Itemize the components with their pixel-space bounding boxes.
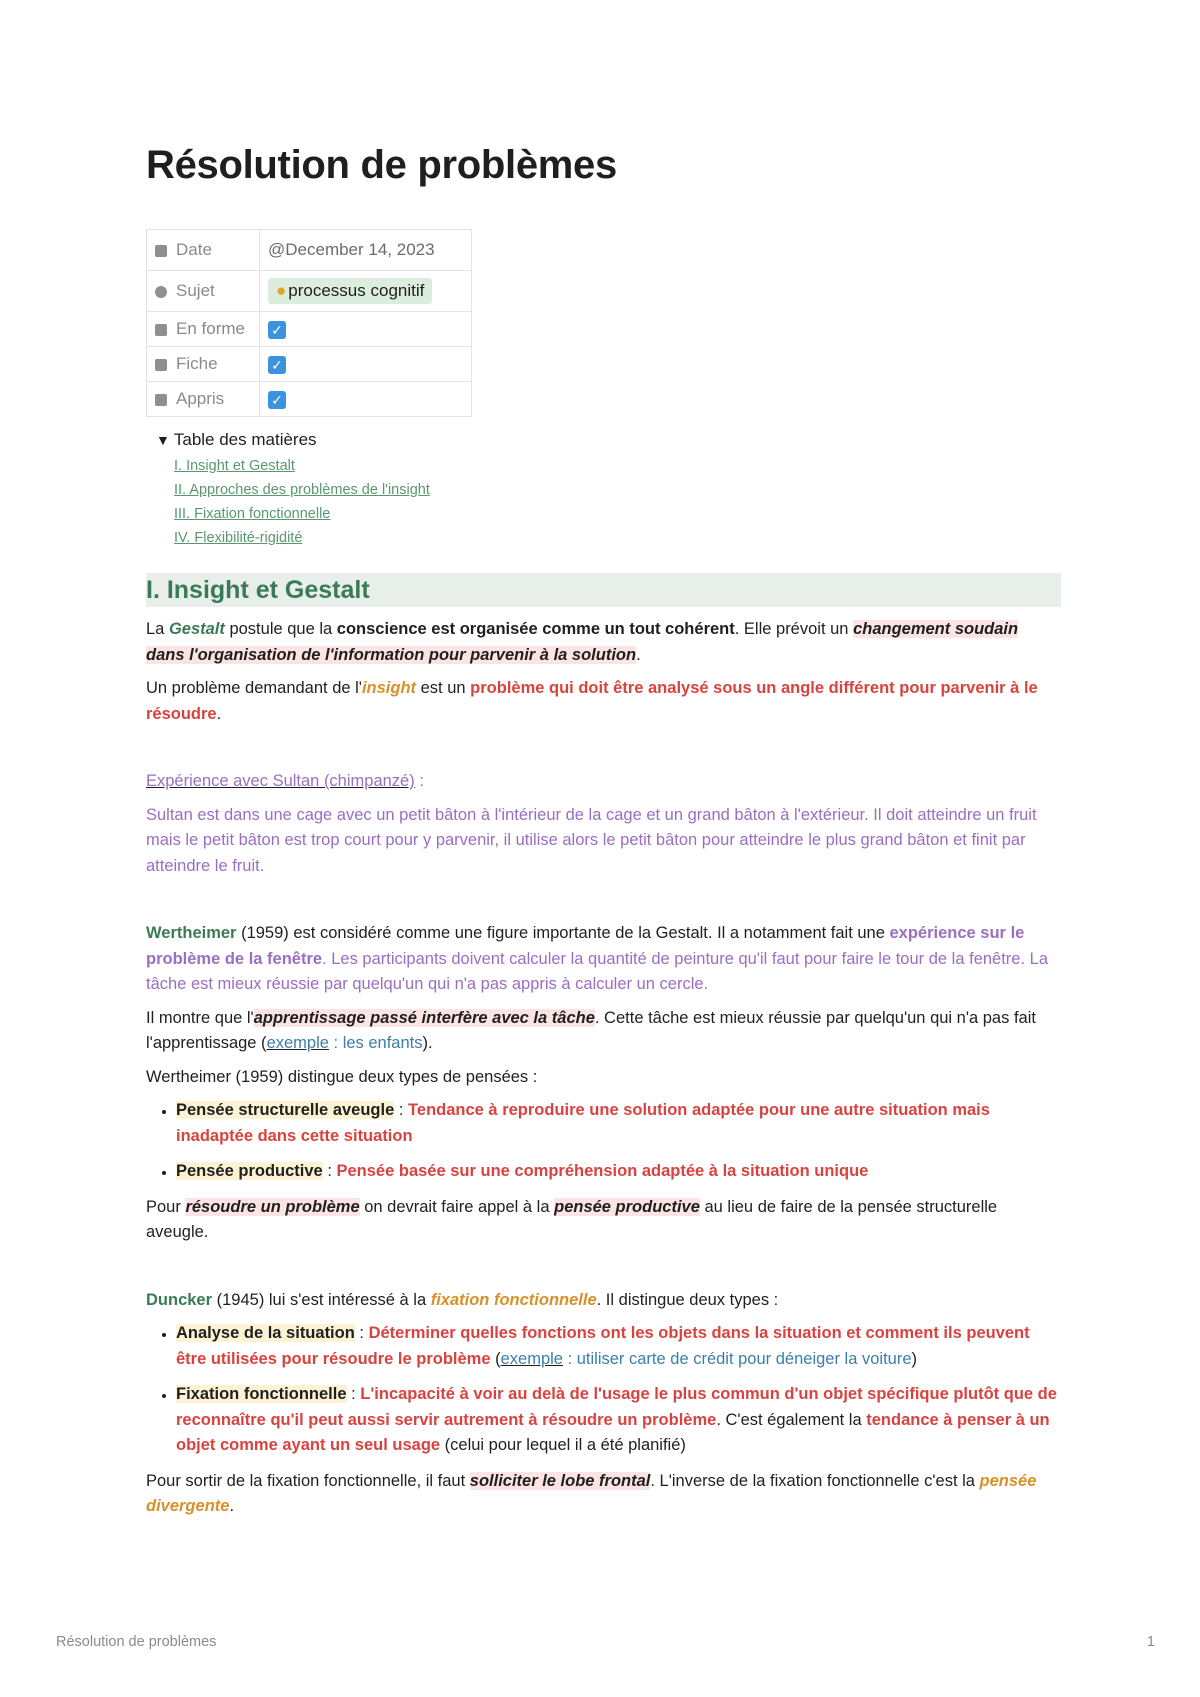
date-value[interactable]: @December 14, 2023 (268, 240, 435, 259)
brain-icon: ● (276, 281, 287, 300)
properties-table (146, 229, 472, 417)
list-item: • Pensée structurelle aveugle : Tendance à reproduire une solution adaptée pour une autre situation mais inadaptée dans cette situation (176, 1098, 1061, 1149)
table-of-contents (156, 430, 430, 550)
example-link[interactable]: exemple (266, 1034, 329, 1052)
term-gestalt: Gestalt (168, 620, 225, 638)
property-key: Appris (176, 389, 225, 408)
list-item: • Fixation fonctionnelle : L'incapacité à voir au delà de l'usage le plus commun d'un objet spécifique plutôt que de reconnaître qu'il peut aussi servir autrement à résoudre un problème. C'est également la tendance à penser à un objet comme ayant un seul usage (celui pour lequel il a été planifié) (176, 1382, 1061, 1459)
toc-link-1[interactable]: I. Insight et Gestalt (174, 458, 295, 474)
section-heading: I. Insight et Gestalt (146, 573, 1061, 607)
property-key: Fiche (176, 354, 218, 373)
sultan-link[interactable]: Expérience avec Sultan (chimpanzé) (146, 772, 415, 790)
toc-link-2[interactable]: II. Approches des problèmes de l'insight (174, 482, 430, 498)
paragraph-apprentissage: Il montre que l'apprentissage passé interfère avec la tâche. Cette tâche est mieux réussie par quelqu'un qui n'a pas fait l'apprentissage (exemple : les enfants). (146, 1008, 1036, 1052)
en-forme-checkbox[interactable]: ✓ (268, 321, 286, 339)
section-body (146, 617, 1061, 1528)
bullet-list-pensees (146, 1098, 1061, 1185)
bullet-list-duncker (146, 1321, 1061, 1459)
list-item: • Pensée productive : Pensée basée sur une compréhension adaptée à la situation unique (176, 1159, 1061, 1185)
property-key: Sujet (176, 281, 215, 300)
appris-checkbox[interactable]: ✓ (268, 391, 286, 409)
toc-title: Table des matières (173, 430, 317, 449)
toc-link-4[interactable]: IV. Flexibilité-rigidité (174, 530, 303, 546)
paragraph-insight: Un problème demandant de l'insight est un problème qui doit être analysé sous un angle différent pour parvenir à le résoudre. (146, 679, 1038, 723)
paragraph-duncker: Duncker (1945) lui s'est intéressé à la fixation fonctionnelle. Il distingue deux types : (146, 1290, 779, 1309)
property-key: En forme (176, 319, 245, 338)
paragraph-types: Wertheimer (1959) distingue deux types de pensées : (146, 1067, 538, 1086)
property-row-sujet (147, 271, 472, 312)
paragraph-sortir: Pour sortir de la fixation fonctionnelle, il faut solliciter le lobe frontal. L'inverse de la fixation fonctionnelle c'est la pensée divergente. (146, 1471, 1037, 1515)
term-insight: insight (361, 679, 417, 697)
checkbox-icon (155, 324, 167, 336)
page-number: 1 (1146, 1634, 1155, 1650)
sultan-heading: Expérience avec Sultan (chimpanzé) : (146, 772, 424, 790)
property-row-fiche (147, 347, 472, 382)
list-item: • Analyse de la situation : Déterminer quelles fonctions ont les objets dans la situation et comment ils peuvent être utilisées pour résoudre le problème (exemple : utiliser carte de crédit pour déneiger la voiture) (176, 1321, 1061, 1372)
paragraph-pour: Pour résoudre un problème on devrait faire appel à la pensée productive au lieu de faire de la pensée structurelle aveugle. (146, 1197, 998, 1241)
page-title: Résolution de problèmes (146, 143, 617, 187)
property-key: Date (176, 240, 212, 259)
paragraph-wertheimer: Wertheimer (1959) est considéré comme une figure importante de la Gestalt. Il a notamment fait une expérience sur le problème de la fenêtre. Les participants doivent calculer la quantité de peinture qu'il faut pour faire le tour de la fenêtre. La tâche est mieux réussie par quelqu'un qui n'a pas appris à calculer un cercle. (146, 924, 1048, 993)
author-wertheimer: Wertheimer (146, 924, 237, 942)
subject-tag[interactable] (268, 278, 432, 304)
property-row-appris (147, 382, 472, 417)
toc-link-3[interactable]: III. Fixation fonctionnelle (174, 506, 331, 522)
calendar-icon (155, 245, 167, 257)
checkbox-icon (155, 394, 167, 406)
paragraph-gestalt: La Gestalt postule que la conscience est organisée comme un tout cohérent. Elle prévoit un changement soudain dans l'organisation de l'information pour parvenir à la solution. (146, 620, 1019, 664)
fiche-checkbox[interactable]: ✓ (268, 356, 286, 374)
subject-tag-label: processus cognitif (288, 281, 425, 300)
property-row-date (147, 230, 472, 271)
footer-title: Résolution de problèmes (56, 1634, 217, 1650)
select-icon (155, 286, 167, 298)
property-row-en-forme (147, 312, 472, 347)
triangle-down-icon: ▼ (156, 432, 170, 448)
author-duncker: Duncker (146, 1290, 213, 1309)
toc-toggle[interactable] (156, 430, 430, 450)
sultan-description: Sultan est dans une cage avec un petit bâton à l'intérieur de la cage et un grand bâton à l'extérieur. Il doit atteindre un fruit mais le petit bâton est trop court pour y parvenir, il utilise alors le petit bâton pour atteindre le plus grand bâton et finit par atteindre le fruit. (146, 805, 1037, 875)
checkbox-icon (155, 359, 167, 371)
example-link[interactable]: exemple (500, 1349, 563, 1368)
